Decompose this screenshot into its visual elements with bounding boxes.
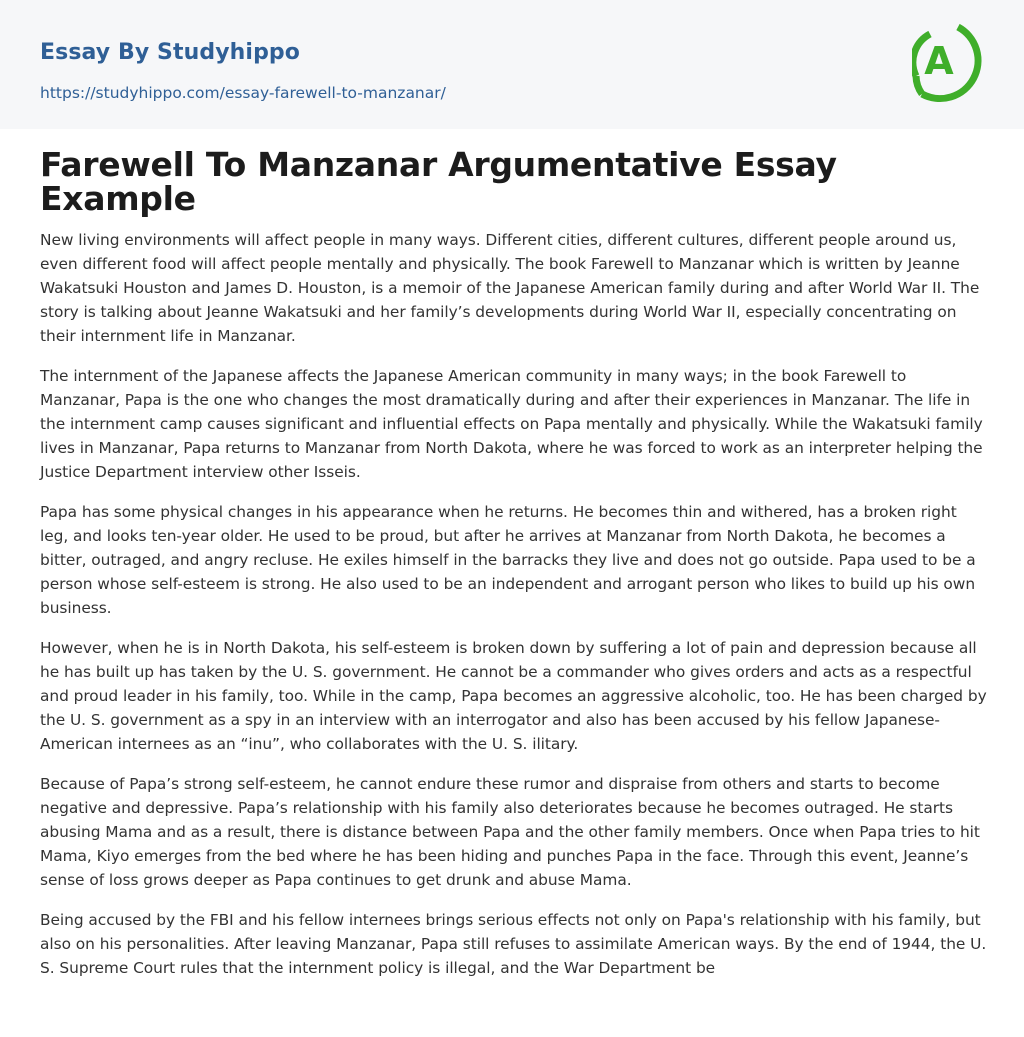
essay-paragraph: However, when he is in North Dakota, his self-esteem is broken down by suffering a lot of pain and depression because all he has built up has taken by the U. S. government. He cannot be a commander who gives orders and acts as a respectful and proud leader in his family, too. While in the camp, Papa becomes an aggressive alcoholic, too. He has been charged by the U. S. government as a spy in an interview with an interrogator and also has been accused by his fellow Japanese-American internees as an “inu”, who collaborates with the U. S. ilitary. <box>40 639 987 753</box>
essay-url-link[interactable]: https://studyhippo.com/essay-farewell-to-manzanar/ <box>40 84 446 102</box>
essay-body <box>40 228 988 980</box>
essay-paragraph: New living environments will affect people in many ways. Different cities, different cultures, different people around us, even different food will affect people mentally and physically. The book Farewell to Manzanar which is written by Jeanne Wakatsuki Houston and James D. Houston, is a memoir of the Japanese American family during and after World War II. The story is talking about Jeanne Wakatsuki and her family’s developments during World War II, especially concentrating on their internment life in Manzanar. <box>40 231 980 345</box>
site-title[interactable]: Essay By Studyhippo <box>40 40 300 65</box>
essay-paragraph: The internment of the Japanese affects the Japanese American community in many ways; in the book Farewell to Manzanar, Papa is the one who changes the most dramatically during and after their experiences in Manzanar. The life in the internment camp causes significant and influential effects on Papa mentally and physically. While the Wakatsuki family lives in Manzanar, Papa returns to Manzanar from North Dakota, where he was forced to work as an interpreter helping the Justice Department interview other Isseis. <box>40 367 983 481</box>
essay-paragraph: Because of Papa’s strong self-esteem, he cannot endure these rumor and dispraise from others and starts to become negative and depressive. Papa’s relationship with his family also deteriorates because he becomes outraged. He starts abusing Mama and as a result, there is distance between Papa and the other family members. Once when Papa tries to hit Mama, Kiyo emerges from the bed where he has been hiding and punches Papa in the face. Through this event, Jeanne’s sense of loss grows deeper as Papa continues to get drunk and abuse Mama. <box>40 775 980 889</box>
essay-content <box>40 145 988 996</box>
studyhippo-logo-icon[interactable] <box>912 18 988 106</box>
logo-letter: A <box>924 39 954 83</box>
essay-title: Farewell To Manzanar Argumentative Essay Example <box>40 145 837 218</box>
essay-paragraph: Being accused by the FBI and his fellow internees brings serious effects not only on Papa's relationship with his family, but also on his personalities. After leaving Manzanar, Papa still refuses to assimilate American ways. By the end of 1944, the U. S. Supreme Court rules that the internment policy is illegal, and the War Department be <box>40 911 987 977</box>
essay-paragraph: Papa has some physical changes in his appearance when he returns. He becomes thin and withered, has a broken right leg, and looks ten-year older. He used to be proud, but after he arrives at Manzanar from North Dakota, he becomes a bitter, outraged, and angry recluse. He exiles himself in the barracks they live and does not go outside. Papa used to be a person whose self-esteem is strong. He also used to be an independent and arrogant person who likes to build up his own business. <box>40 503 976 617</box>
site-header <box>0 0 1024 129</box>
